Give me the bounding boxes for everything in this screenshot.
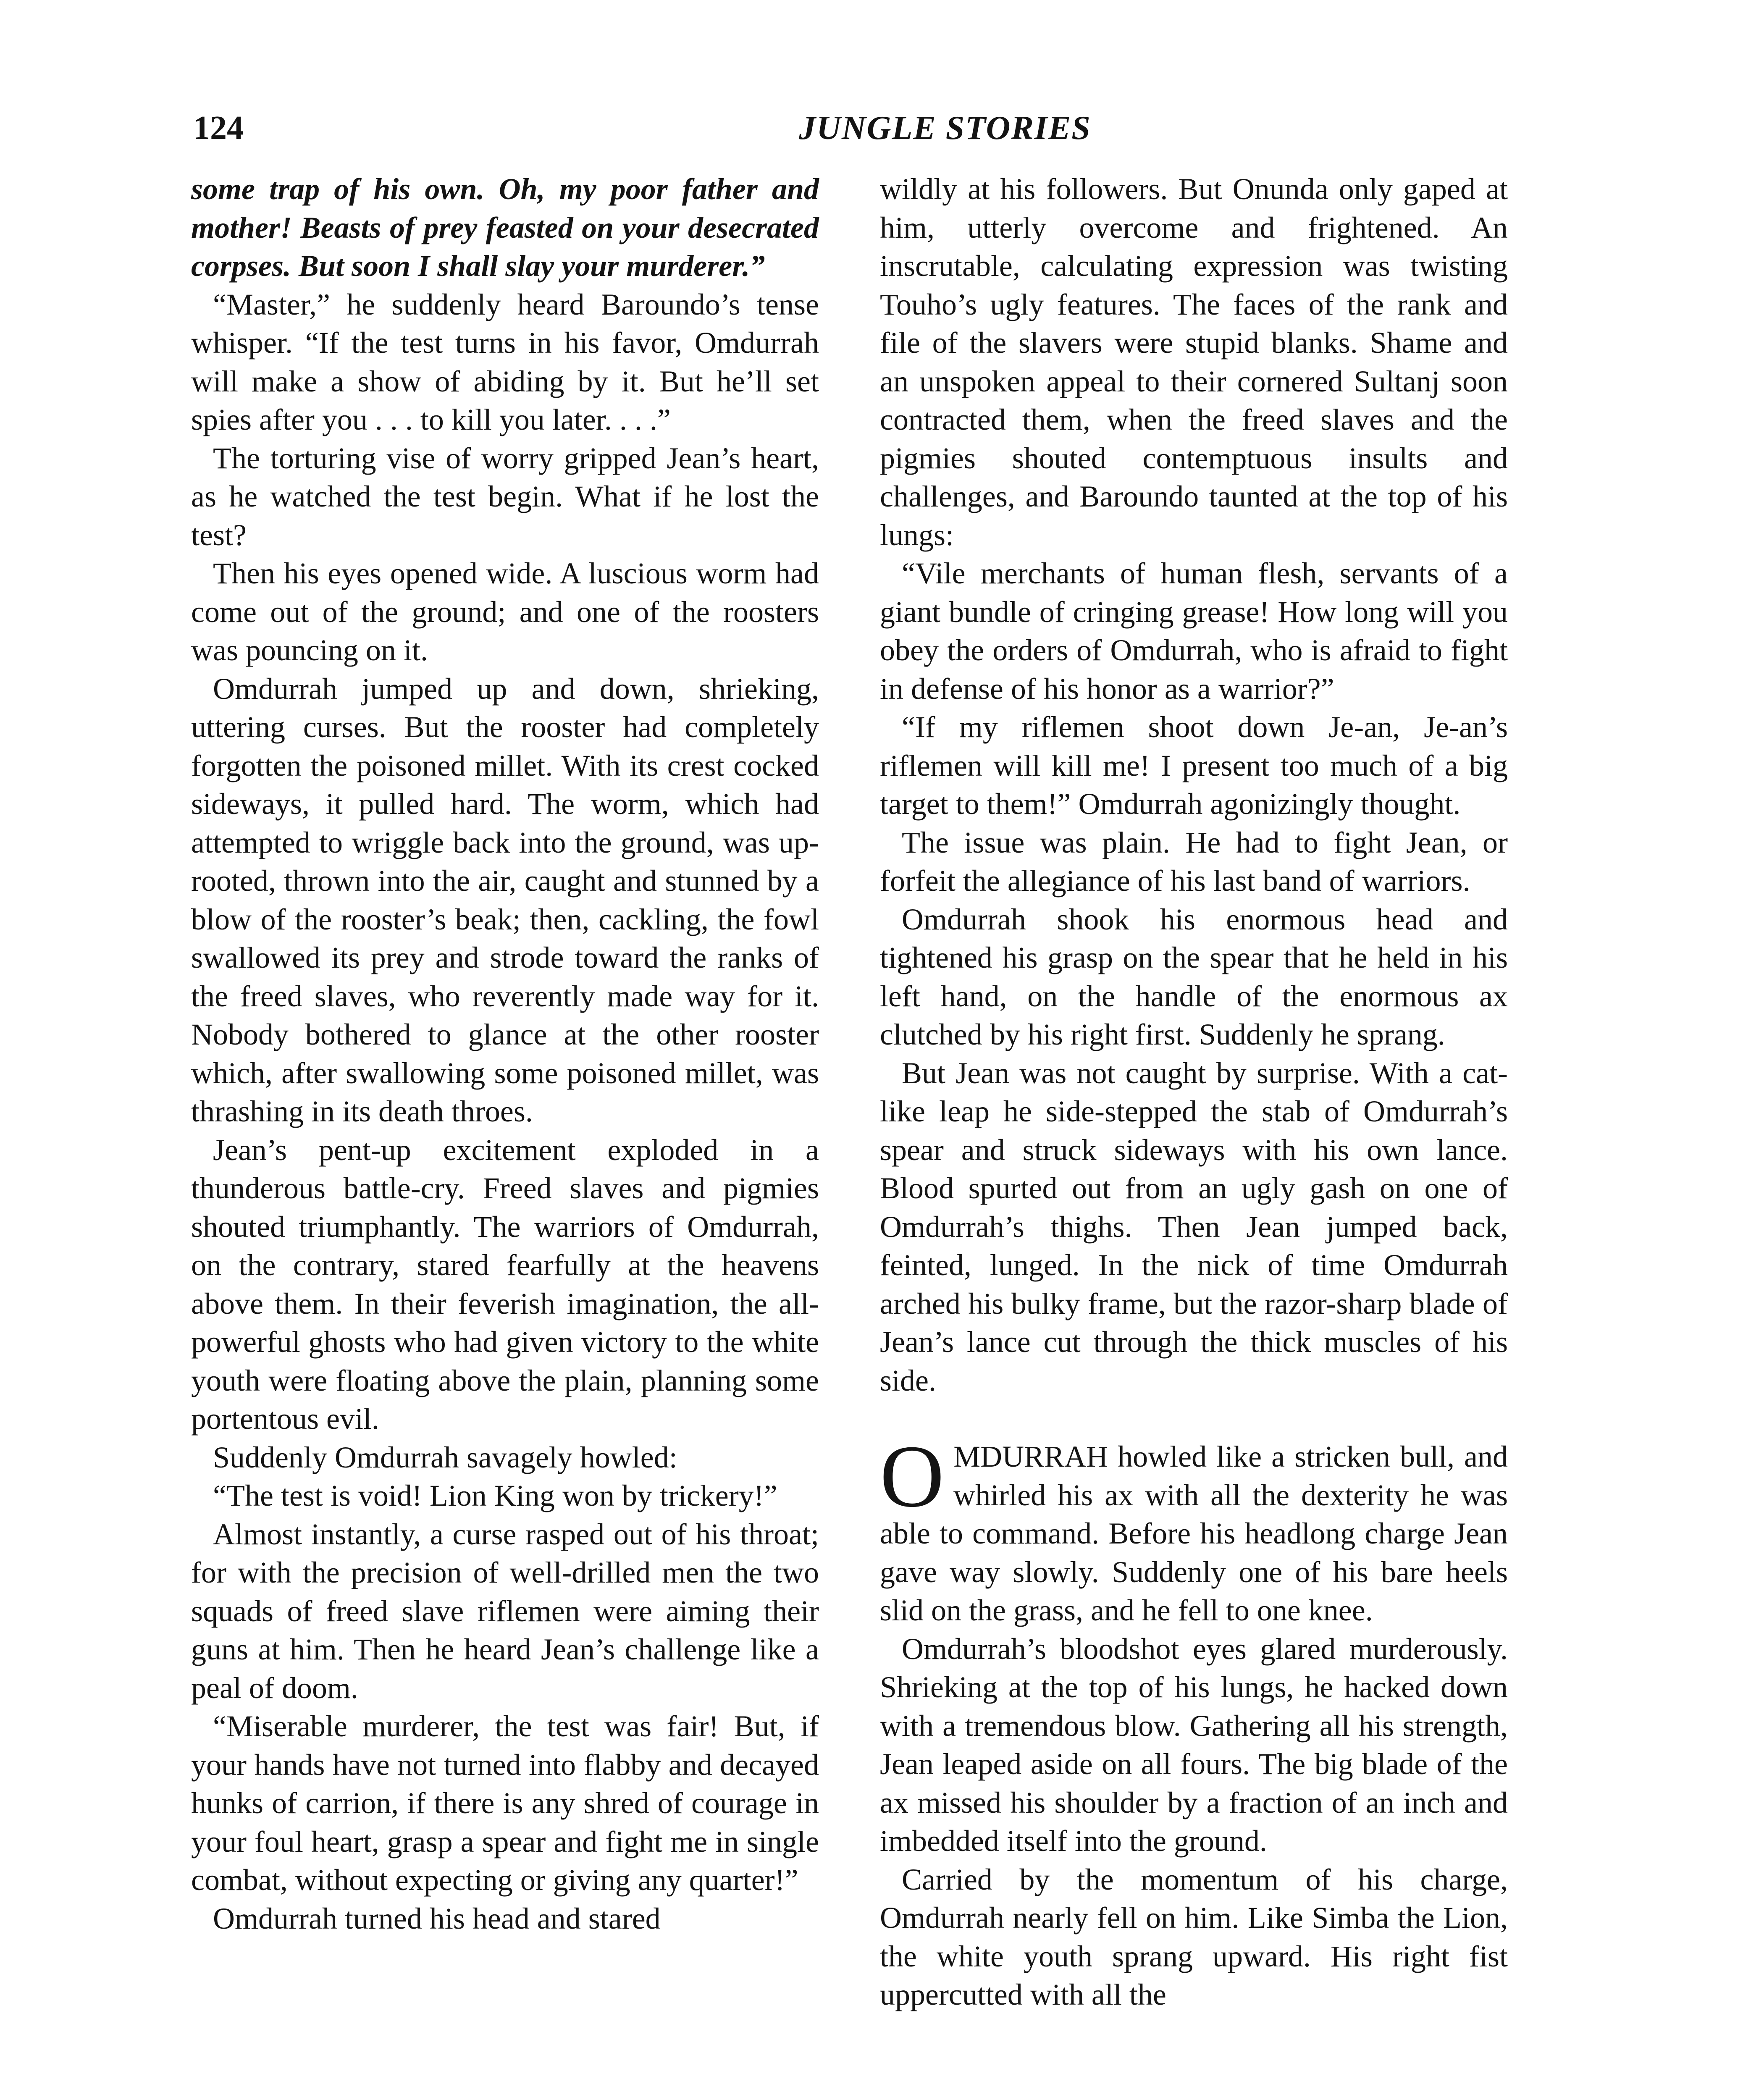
paragraph: “The test is void! Lion King won by trickery!”	[213, 1479, 777, 1512]
paragraph: Suddenly Omdurrah savagely howled:	[213, 1440, 677, 1474]
paragraph: Omdurrah turned his head and stared	[213, 1901, 661, 1935]
running-title: JUNGLE STORIES	[799, 110, 1091, 147]
paragraph: Then his eyes opened wide. A luscious worm had come out of the ground; and one of the roosters was pouncing on it.	[191, 556, 819, 667]
paragraph: wildly at his followers. But Onunda only gaped at him, utterly overcome and frightened. An inscrutable, calculating expression was twisting Touho’s ugly features. The faces of the rank and file of the slavers were stupid blanks. Shame and an unspoken appeal to their cornered Sultanj soon contracted them, when the freed slaves and the pigmies shouted contemptuous insults and challenges, and Baroundo taunted at the top of his lungs:	[880, 172, 1508, 552]
page-header	[0, 0, 1764, 160]
paragraph: Omdurrah’s bloodshot eyes glared murderously. Shrieking at the top of his lungs, he hacked down with a tremendous blow. Gathering all his strength, Jean leaped aside on all fours. The big blade of the ax missed his shoulder by a fraction of an inch and imbedded itself into the ground.	[880, 1632, 1508, 1858]
paragraph: Omdurrah shook his enormous head and tightened his grasp on the spear that he held in his left hand, on the handle of the enormous ax clutched by his right first. Suddenly he sprang.	[880, 902, 1508, 1051]
section-break	[880, 1400, 1508, 1438]
section-first-text: MDURRAH howled like a stricken bull, and whirled his ax with all the dexterity he was able to command. Before his headlong charge Jean gave way slowly. Suddenly one of his bare heels slid on the grass, and he fell to one knee.	[880, 1440, 1508, 1627]
paragraph: “If my riflemen shoot down Je-an, Je-an’s riflemen will kill me! I present too much of a big target to them!” Omdurrah agonizingly thought.	[880, 710, 1508, 821]
paragraph: Carried by the momentum of his charge, Omdurrah nearly fell on him. Like Simba the Lion, the white youth sprang upward. His right fist uppercutted with all the	[880, 1862, 1508, 2011]
paragraph: Omdurrah jumped up and down, shrieking, uttering curses. But the rooster had completely forgotten the poisoned millet. With its crest cocked sideways, it pulled hard. The worm, which had attempted to wriggle back into the ground, was uprooted, thrown into the air, caught and stunned by a blow of the rooster’s beak; then, cackling, the fowl swallowed its prey and strode toward the ranks of the freed slaves, who reverently made way for it. Nobody bothered to glance at the other rooster which, after swallowing some poisoned millet, was thrashing in its death throes.	[191, 672, 819, 1128]
paragraph: Jean’s pent-up excitement exploded in a thunderous battle-cry. Freed slaves and pigmies shouted triumphantly. The warriors of Omdurrah, on the contrary, stared fearfully at the heavens above them. In their feverish imagination, the all-powerful ghosts who had given victory to the white youth were floating above the plain, planning some portentous evil.	[191, 1133, 819, 1436]
paragraph: some trap of his own. Oh, my poor father and mother! Beasts of prey feasted on your desecrated corpses. But soon I shall slay your murderer.”	[191, 172, 819, 283]
paragraph: The torturing vise of worry gripped Jean’s heart, as he watched the test begin. What if he lost the test?	[191, 441, 819, 552]
left-column	[191, 170, 819, 1938]
paragraph: Almost instantly, a curse rasped out of his throat; for with the precision of well-drilled men the two squads of freed slave riflemen were aiming their guns at him. Then he heard Jean’s challenge like a peal of doom.	[191, 1517, 819, 1705]
paragraph: But Jean was not caught by surprise. With a cat-like leap he side-stepped the stab of Omdurrah’s spear and struck sideways with his own lance. Blood spurted out from an ugly gash on one of Omdurrah’s thighs. Then Jean jumped back, feinted, lunged. In the nick of time Omdurrah arched his bulky frame, but the razor-sharp blade of Jean’s lance cut through the thick muscles of his side.	[880, 1056, 1508, 1397]
paragraph: “Master,” he suddenly heard Baroundo’s tense whisper. “If the test turns in his favor, Omdurrah will make a show of abiding by it. But he’ll set spies after you . . . to kill you later. . . .”	[191, 287, 819, 436]
paragraph: The issue was plain. He had to fight Jean, or forfeit the allegiance of his last band of warriors.	[880, 825, 1508, 898]
page-number: 124	[193, 110, 244, 147]
drop-cap: O	[880, 1427, 945, 1525]
right-column	[880, 170, 1508, 2014]
paragraph: “Miserable murderer, the test was fair! But, if your hands have not turned into flabby and decayed hunks of carrion, if there is any shred of courage in your foul heart, grasp a spear and fight me in single combat, without expecting or giving any quarter!”	[191, 1709, 819, 1897]
paragraph: “Vile merchants of human flesh, servants of a giant bundle of cringing grease! How long will you obey the orders of Omdurrah, who is afraid to fight in defense of his honor as a warrior?”	[880, 556, 1508, 706]
section-first-paragraph	[880, 1427, 1508, 1630]
